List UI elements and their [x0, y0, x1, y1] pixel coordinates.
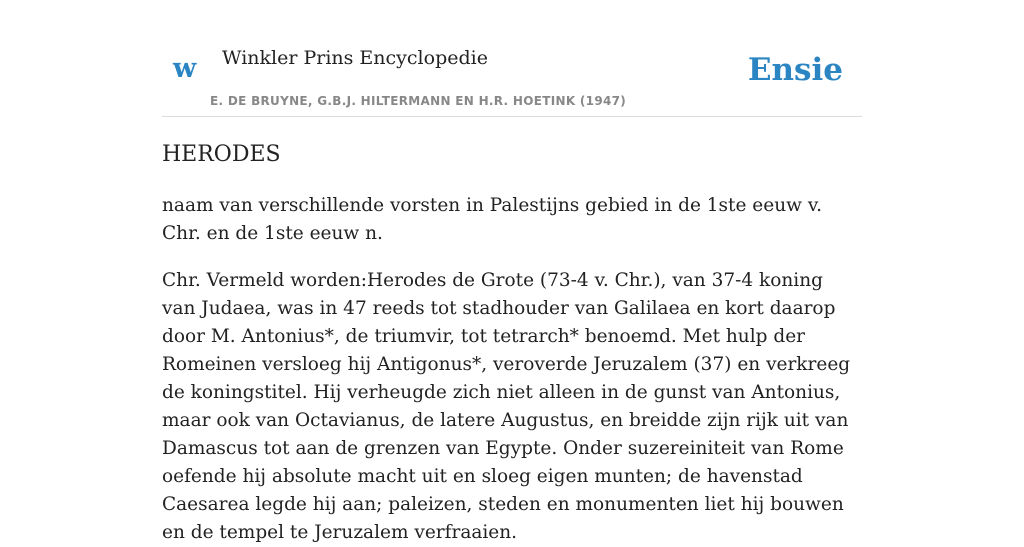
- article-paragraph-herodes-de-grote: Chr. Vermeld worden:Herodes de Grote (73-4 v. Chr.), van 37-4 koning van Judaea, was in 47 reeds tot stadhouder van Galilaea en kort daarop door M. Antonius*, de triumvir, tot tetrarch* benoemd. Met hulp der Romeinen versloeg hij Antigonus*, veroverde Jeruzalem (37) en verkreeg de koningstitel. Hij verheugde zich niet alleen in de gunst van Antonius, maar ook van Octavianus, de latere Augustus, en breidde zijn rijk uit van Damascus tot aan de grenzen van Egypte. Onder suzereiniteit van Rome oefende hij absolute macht uit en sloeg eigen munten; de havenstad Caesarea legde hij aan; paleizen, steden en monumenten liet hij bouwen en de tempel te Jeruzalem verfraaien.: [162, 270, 851, 543]
- article-body: [162, 140, 862, 547]
- encyclopedia-title[interactable]: Winkler Prins Encyclopedie: [222, 47, 488, 69]
- winkler-prins-logo[interactable]: w: [173, 53, 197, 84]
- article-paragraph-intro: naam van verschillende vorsten in Palestijns gebied in de 1ste eeuw v. Chr. en de 1ste eeuw n.: [162, 195, 822, 244]
- ensie-brand-link[interactable]: Ensie: [747, 52, 843, 88]
- authors-byline: E. DE BRUYNE, G.B.J. HILTERMANN EN H.R. HOETINK (1947): [210, 94, 627, 108]
- site-header: [162, 0, 862, 117]
- article-headword: HERODES: [162, 142, 281, 167]
